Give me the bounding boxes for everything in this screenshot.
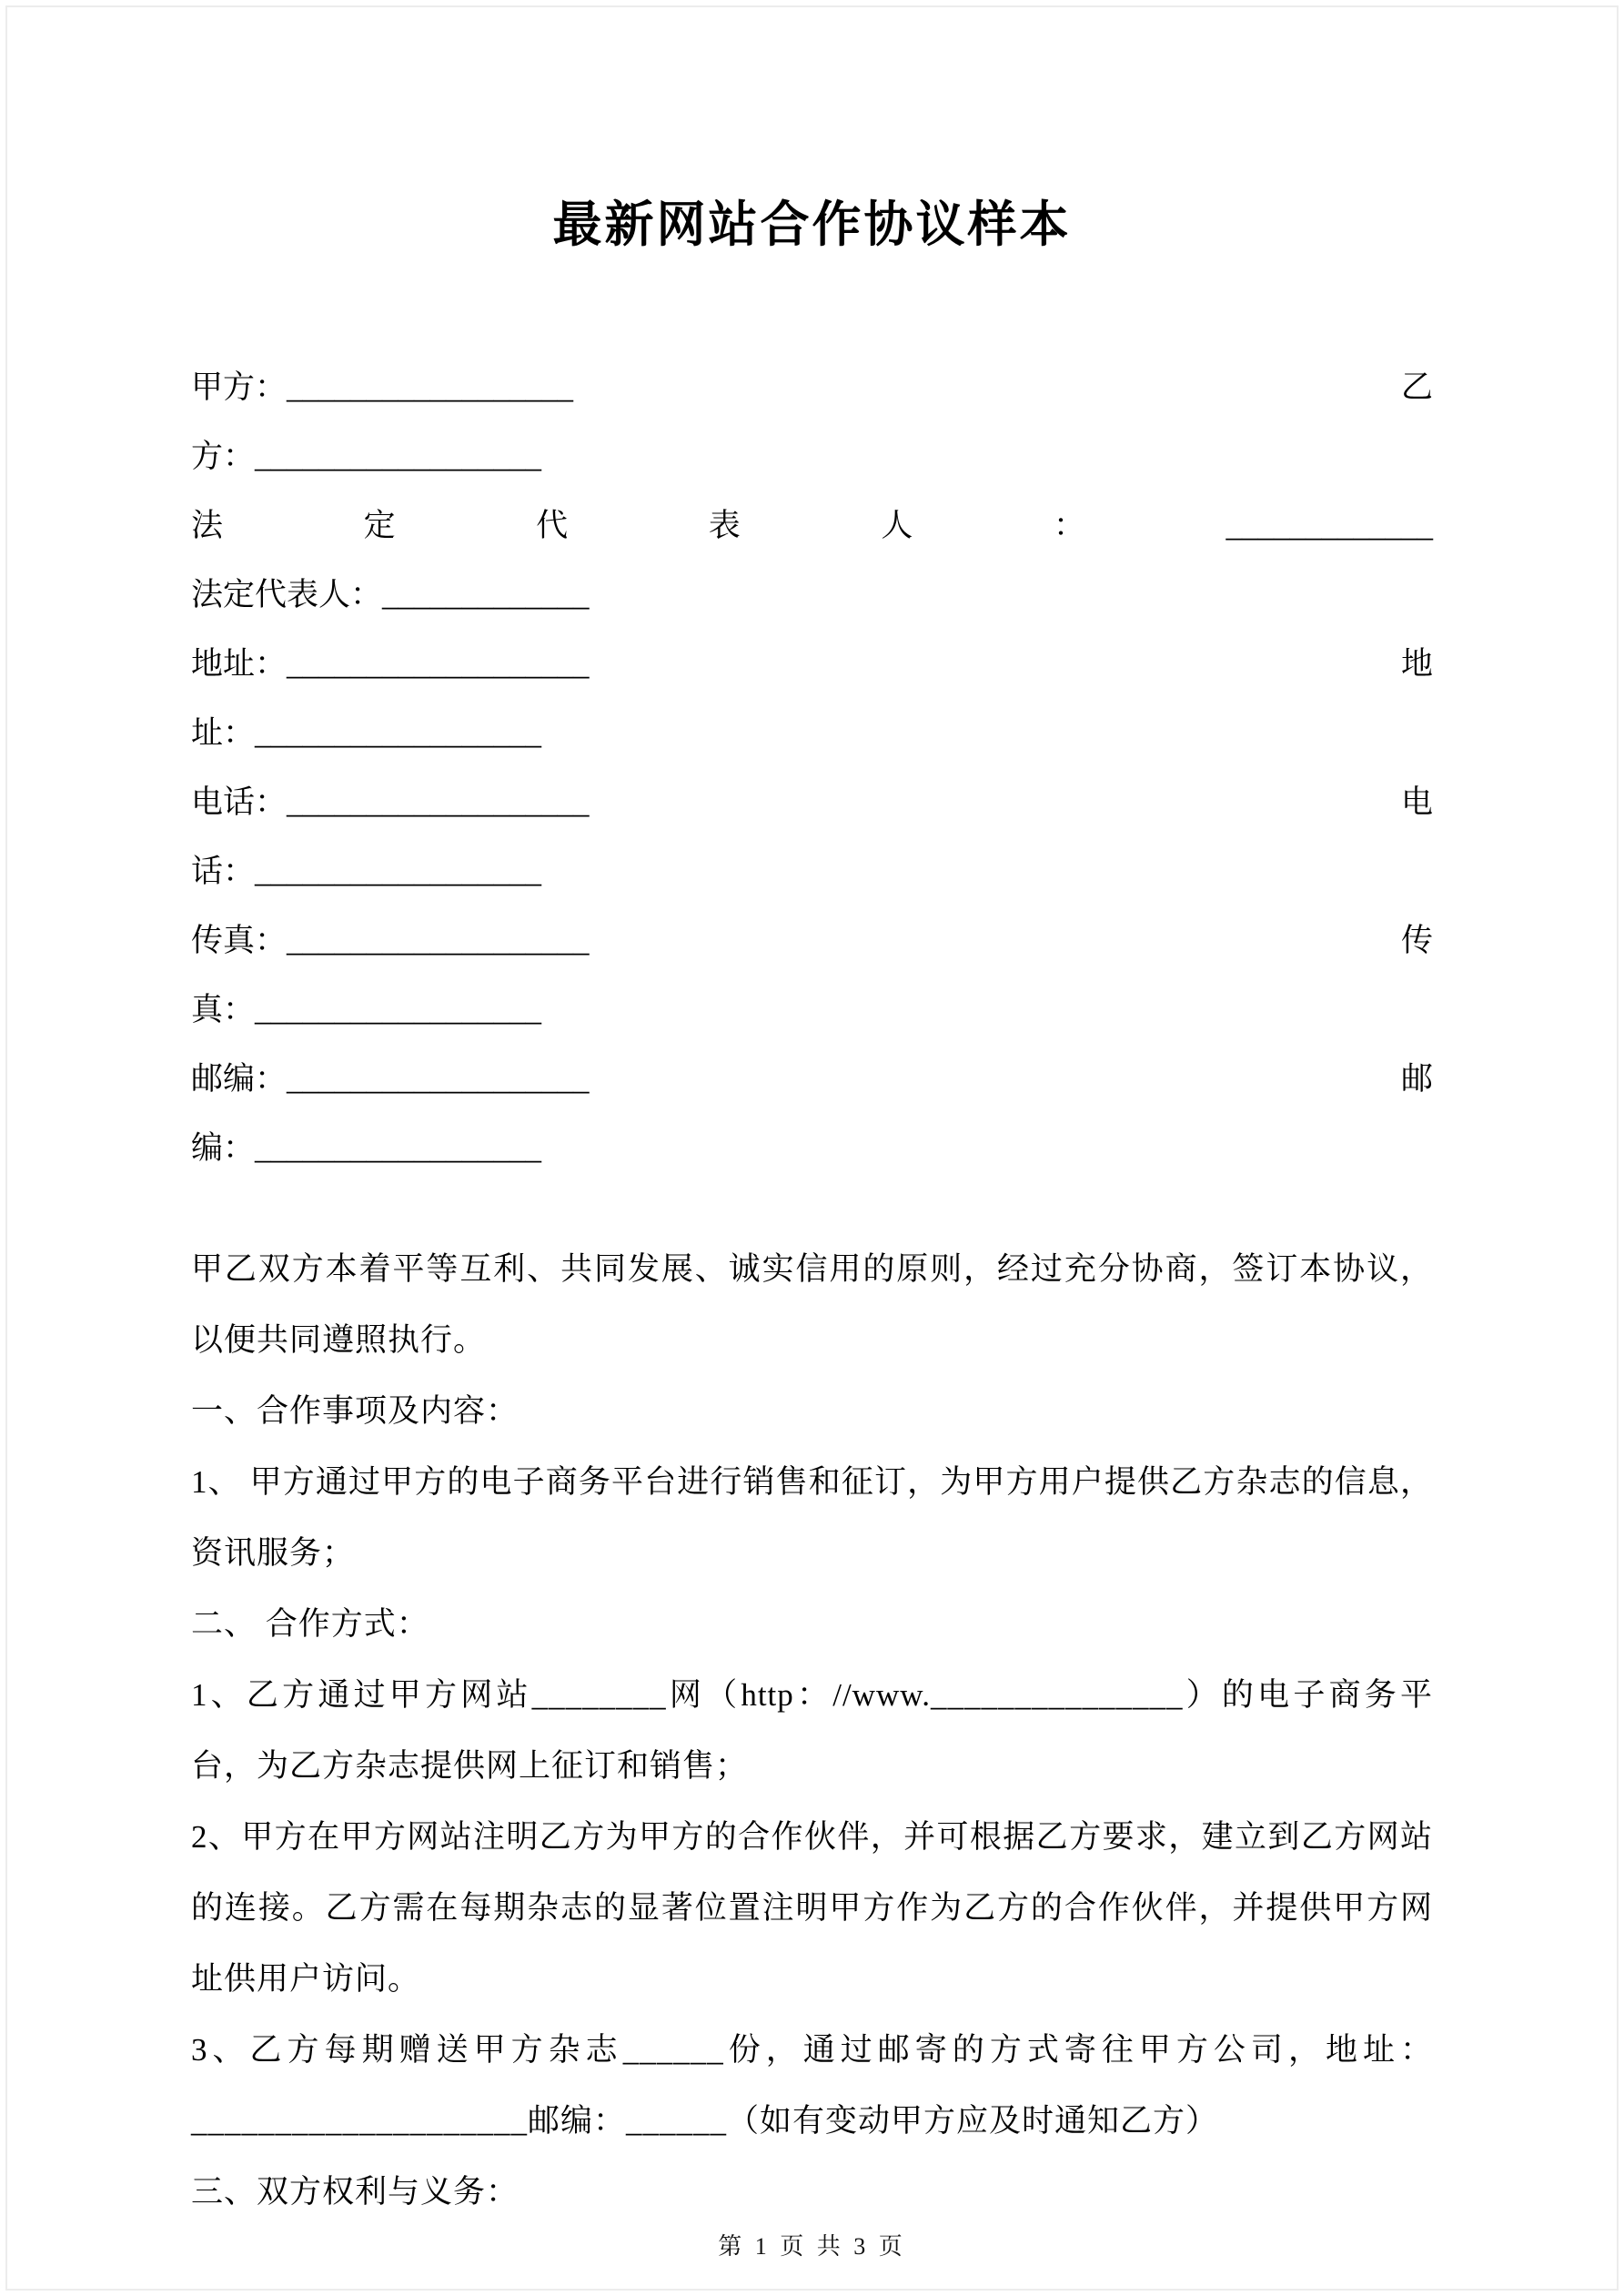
paragraph-section-2-heading: 二、 合作方式： — [191, 1605, 429, 1642]
party-line-zip-wrap: 编：__________________ — [191, 1129, 542, 1166]
legal-rep-char: 表 — [708, 507, 741, 543]
party-line-zip — [191, 1045, 1433, 1114]
paragraph-section-2-item-3: 3、乙方每期赠送甲方杂志______份，通过邮寄的方式寄往甲方公司，地址：____________________邮编：______（如有变动甲方应及时通知乙方） — [191, 2031, 1433, 2139]
legal-rep-char: 法 — [191, 507, 224, 543]
legal-rep-char: 定 — [363, 507, 396, 543]
party-line-fax-right: 传 — [1400, 922, 1433, 958]
party-line-fax-left: 传真：___________________ — [191, 922, 590, 958]
party-line-zip-left: 邮编：___________________ — [191, 1060, 590, 1097]
party-line-yifang-wrap: 方：__________________ — [191, 438, 542, 474]
party-line-address-right: 地 — [1400, 645, 1433, 682]
party-line-fax — [191, 906, 1433, 976]
party-line-phone-right: 电 — [1400, 784, 1433, 820]
paragraph-section-1-item-1: 1、 甲方通过甲方的电子商务平台进行销售和征订，为甲方用户提供乙方杂志的信息，资讯服务； — [191, 1463, 1433, 1571]
page-title: 最新网站合作协议样本 — [552, 197, 1072, 252]
party-line-phone-wrap: 话：__________________ — [191, 853, 542, 889]
party-line-legal-rep: 法定代表人：_____________ — [191, 576, 590, 612]
party-line-legal-rep-justified — [191, 491, 1433, 561]
paragraph-section-3-heading: 三、双方权利与义务： — [191, 2173, 519, 2210]
legal-rep-char: ： — [1053, 507, 1085, 543]
paragraph-section-2-item-1: 1、乙方通过甲方网站________网（http：//www._______________）的电子商务平台，为乙方杂志提供网上征订和销售； — [191, 1676, 1433, 1784]
page-number-footer: 第 1 页 共 3 页 — [718, 2232, 906, 2260]
party-line-jiafang — [191, 353, 1433, 422]
party-line-fax-wrap: 真：__________________ — [191, 991, 542, 1027]
paragraph-section-1-heading: 一、合作事项及内容： — [191, 1392, 519, 1429]
party-line-phone-left: 电话：___________________ — [191, 784, 590, 820]
paragraph-preamble: 甲乙双方本着平等互利、共同发展、诚实信用的原则，经过充分协商，签订本协议，以便共同遵照执行。 — [191, 1250, 1433, 1358]
legal-rep-blank: _____________ — [1226, 507, 1433, 543]
party-line-phone — [191, 768, 1433, 837]
party-line-address-wrap: 址：__________________ — [191, 714, 542, 751]
paragraph-section-2-item-2: 2、甲方在甲方网站注明乙方为甲方的合作伙伴，并可根据乙方要求，建立到乙方网站的连接。乙方需在每期杂志的显著位置注明甲方作为乙方的合作伙伴，并提供甲方网址供用户访问。 — [191, 1818, 1433, 1997]
legal-rep-char: 代 — [536, 507, 569, 543]
party-line-address — [191, 630, 1433, 699]
agreement-body — [191, 1234, 1433, 2228]
party-line-jiafang-left: 甲方：__________________ — [191, 369, 574, 405]
legal-rep-char: 人 — [881, 507, 913, 543]
party-line-zip-right: 邮 — [1400, 1060, 1433, 1097]
party-line-jiafang-right: 乙 — [1400, 369, 1433, 405]
party-info-section — [191, 353, 1433, 1183]
party-line-address-left: 地址：___________________ — [191, 645, 590, 682]
